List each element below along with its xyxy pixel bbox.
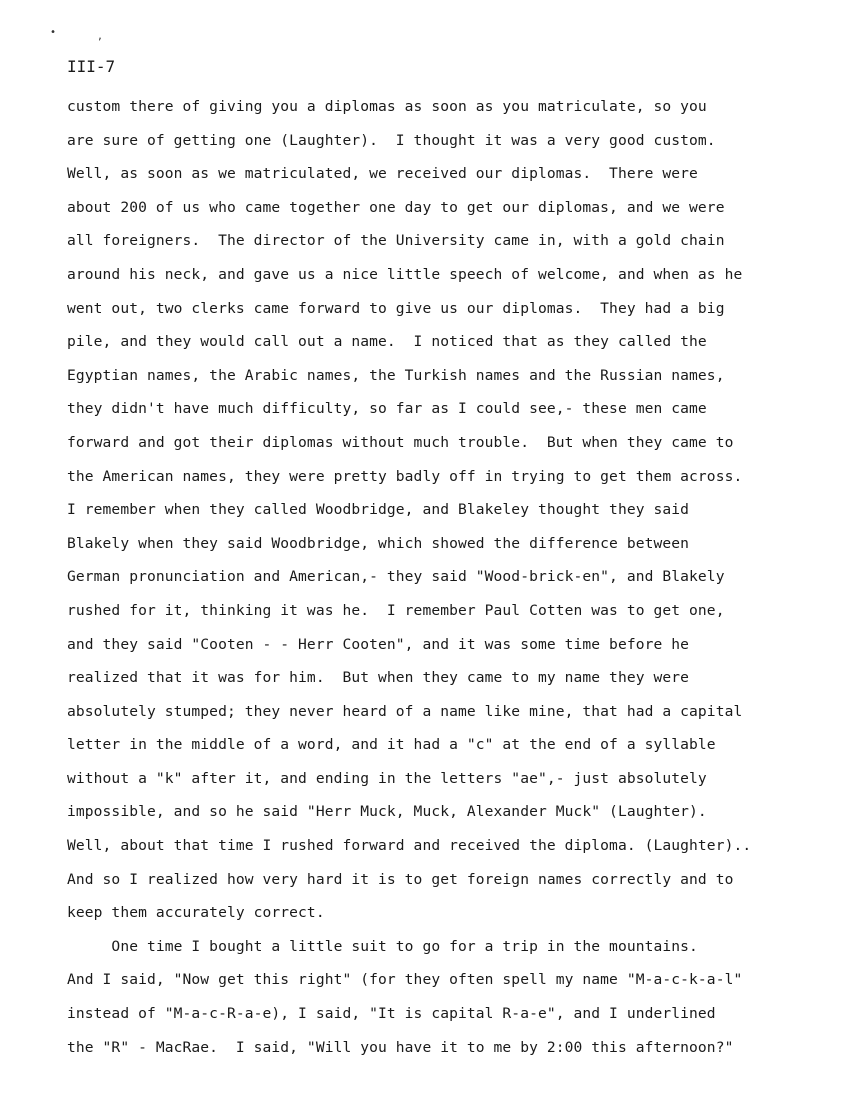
text-line: And so I realized how very hard it is to get foreign names correctly and to — [67, 870, 734, 888]
text-line: rushed for it, thinking it was he. I remember Paul Cotten was to get one, — [67, 601, 725, 619]
text-line: German pronunciation and American,- they said "Wood-brick-en", and Blakely — [67, 568, 725, 586]
page-number: III-7 — [67, 57, 116, 76]
text-line: Well, as soon as we matriculated, we received our diplomas. There were — [67, 165, 698, 183]
text-line: keep them accurately correct. — [67, 904, 325, 922]
text-line: And I said, "Now get this right" (for they often spell my name "M-a-c-k-a-l" — [67, 971, 743, 989]
text-line: they didn't have much difficulty, so far as I could see,- these men came — [67, 400, 707, 418]
text-line: about 200 of us who came together one day to get our diplomas, and we were — [67, 198, 725, 216]
text-line: Blakely when they said Woodbridge, which showed the difference between — [67, 534, 690, 552]
text-line: I remember when they called Woodbridge, and Blakeley thought they said — [67, 501, 690, 519]
text-line: around his neck, and gave us a nice little speech of welcome, and when as he — [67, 265, 743, 283]
paragraph-start-line: One time I bought a little suit to go for a trip in the mountains. — [67, 937, 698, 955]
scan-speck: , — [97, 31, 104, 42]
text-line: realized that it was for him. But when they came to my name they were — [67, 669, 690, 687]
text-line: the American names, they were pretty badly off in trying to get them across. — [67, 467, 743, 485]
text-line: pile, and they would call out a name. I noticed that as they called the — [67, 333, 707, 351]
text-line: letter in the middle of a word, and it had a "c" at the end of a syllable — [67, 736, 716, 754]
scan-speck: • — [50, 27, 57, 38]
body-text — [67, 90, 847, 1064]
text-line: impossible, and so he said "Herr Muck, Muck, Alexander Muck" (Laughter). — [67, 803, 707, 821]
text-line: the "R" - MacRae. I said, "Will you have it to me by 2:00 this afternoon?" — [67, 1038, 734, 1056]
text-line: and they said "Cooten - - Herr Cooten", and it was some time before he — [67, 635, 690, 653]
text-line: went out, two clerks came forward to give us our diplomas. They had a big — [67, 299, 725, 317]
text-line: forward and got their diplomas without much trouble. But when they came to — [67, 433, 734, 451]
text-line: all foreigners. The director of the University came in, with a gold chain — [67, 232, 725, 250]
text-line: are sure of getting one (Laughter). I thought it was a very good custom. — [67, 131, 716, 149]
text-line: Egyptian names, the Arabic names, the Turkish names and the Russian names, — [67, 366, 725, 384]
text-line: instead of "M-a-c-R-a-e), I said, "It is capital R-a-e", and I underlined — [67, 1005, 716, 1023]
text-line: without a "k" after it, and ending in the letters "ae",- just absolutely — [67, 769, 707, 787]
text-line: custom there of giving you a diplomas as soon as you matriculate, so you — [67, 98, 707, 115]
text-line: absolutely stumped; they never heard of a name like mine, that had a capital — [67, 702, 743, 720]
text-line: Well, about that time I rushed forward and received the diploma. (Laughter).. — [67, 837, 752, 855]
